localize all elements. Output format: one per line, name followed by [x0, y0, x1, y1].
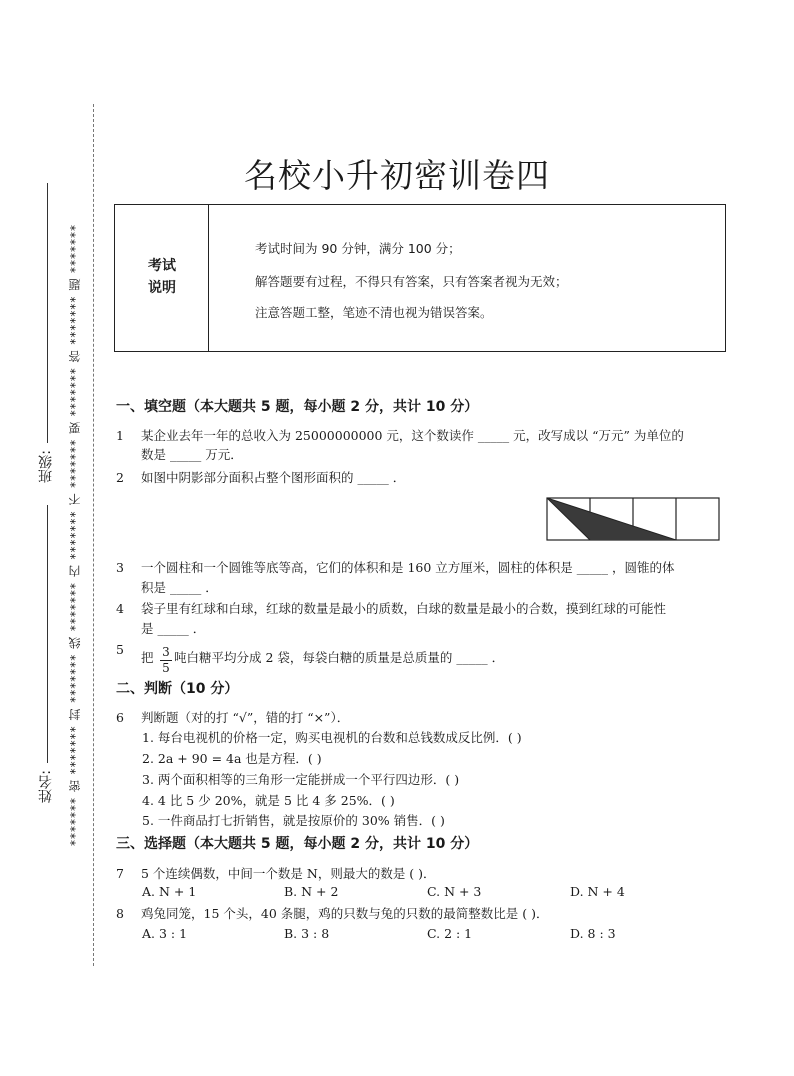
question-number: 1 — [116, 428, 124, 443]
judge-item: 2. 2a + 90 = 4a 也是方程．( ) — [142, 751, 322, 766]
question-number: 7 — [116, 866, 124, 881]
class-write-line[interactable] — [47, 183, 48, 443]
judge-item: 4. 4 比 5 少 20%，就是 5 比 4 多 25%．( ) — [142, 793, 395, 808]
option-b: B. N + 2 — [284, 884, 339, 899]
question-number: 4 — [116, 601, 124, 616]
fraction-numerator: 3 — [162, 645, 170, 659]
exam-instructions-box — [114, 204, 726, 352]
judge-item: 3. 两个面积相等的三角形一定能拼成一个平行四边形．( ) — [142, 772, 460, 787]
option-c: C. 2 : 1 — [427, 926, 473, 941]
question-6-intro: 判断题（对的打 “√”，错的打 “×”）． — [141, 710, 350, 725]
option-d: D. N + 4 — [570, 884, 625, 899]
option-a: A. N + 1 — [142, 884, 197, 899]
question-7-text: 5 个连续偶数，中间一个数是 N，则最大的数是 ( )． — [141, 866, 436, 881]
instruction-line: 解答题要有过程，不得只有答案，只有答案者视为无效； — [255, 274, 568, 289]
fraction — [160, 646, 172, 675]
instruction-line: 注意答题工整，笔迹不清也视为错误答案。 — [255, 305, 493, 320]
question-1-text-cont: 数是 _____ 万元． — [141, 447, 243, 462]
judge-item: 5. 一件商品打七折销售，就是按原价的 30% 销售．( ) — [142, 813, 445, 828]
fraction-denominator: 5 — [162, 661, 170, 675]
binding-dashed-line — [93, 104, 94, 966]
question-number: 5 — [116, 642, 124, 657]
option-a: A. 3 : 1 — [142, 926, 188, 941]
name-label: 姓名: — [38, 770, 54, 803]
question-4-text: 袋子里有红球和白球，红球的数量是最小的质数，白球的数量是最小的合数，摸到红球的可能性 — [141, 601, 667, 616]
question-5-prefix: 把 — [141, 650, 154, 665]
option-d: D. 8 : 3 — [570, 926, 616, 941]
judge-item: 1. 每台电视机的价格一定，购买电视机的台数和总钱数成反比例．( ) — [142, 730, 522, 745]
instructions-label: 考试说明 — [148, 258, 176, 296]
question-4-text-cont: 是 _____ ． — [141, 621, 206, 636]
shaded-squares-figure — [546, 497, 721, 541]
question-5-text: 吨白糖平均分成 2 袋，每袋白糖的质量是总质量的 _____ ． — [174, 650, 505, 665]
question-number: 3 — [116, 560, 124, 575]
question-number: 8 — [116, 906, 124, 921]
question-3-text-cont: 积是 _____ ． — [141, 580, 218, 595]
option-c: C. N + 3 — [427, 884, 482, 899]
section-heading-fill-blank: 一、填空题（本大题共 5 题，每小题 2 分，共计 10 分） — [116, 399, 479, 415]
question-2-text: 如图中阴影部分面积占整个图形面积的 _____ ． — [141, 470, 406, 485]
instruction-line: 考试时间为 90 分钟，满分 100 分； — [255, 241, 461, 256]
question-number: 6 — [116, 710, 124, 725]
class-label: 班级: — [38, 450, 54, 483]
question-8-text: 鸡兔同笼，15 个头，40 条腿，鸡的只数与兔的只数的最简整数比是 ( )． — [141, 906, 549, 921]
section-heading-multiple-choice: 三、选择题（本大题共 5 题，每小题 2 分，共计 10 分） — [116, 836, 479, 852]
section-heading-true-false: 二、判断（10 分） — [116, 681, 239, 697]
question-1-text: 某企业去年一年的总收入为 25000000000 元，这个数读作 _____ 元，改写成以 “万元” 为单位的 — [141, 428, 684, 443]
page-title: 名校小升初密训卷四 — [244, 156, 550, 195]
question-3-text: 一个圆柱和一个圆锥等底等高，它们的体积和是 160 立方厘米，圆柱的体积是 _____ ，圆锥的体 — [141, 560, 675, 575]
seal-line-text: ******* 密 ******* 封 ******* 线 ******* 内 ******* 不 ******* 要 ******* 答 ******* 题 ******* — [68, 223, 82, 847]
question-number: 2 — [116, 470, 124, 485]
box-divider — [208, 205, 209, 351]
option-b: B. 3 : 8 — [284, 926, 330, 941]
name-write-line[interactable] — [47, 505, 48, 763]
